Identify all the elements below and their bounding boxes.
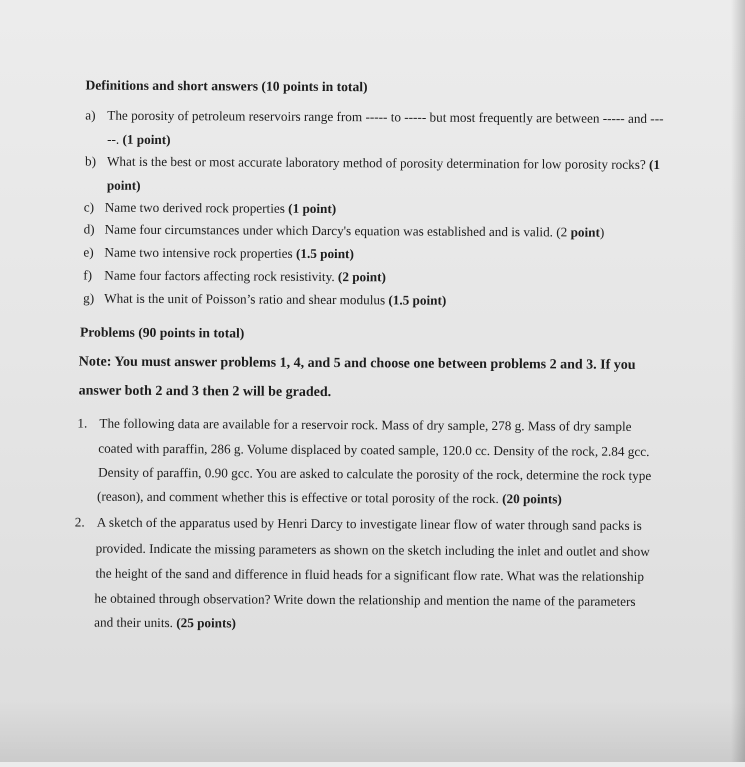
item-marker-a: a) — [85, 107, 96, 123]
item-a-line2-text: --. — [107, 131, 123, 147]
note-line2: answer both 2 and 3 then 2 will be graded. — [78, 383, 332, 401]
item-b-text: What is the best or most accurate laboratory method of porosity determination for low porosity rocks? — [106, 153, 650, 172]
section-title-definitions: Definitions and short answers (10 points in total) — [85, 77, 368, 95]
problem-2-line1: A sketch of the apparatus used by Henri Darcy to investigate linear flow of water through sand packs is — [96, 514, 642, 533]
problem-marker-1: 1. — [77, 415, 88, 431]
problem-1-last-text: (reason), and comment whether this is effective or total porosity of the rock. — [96, 488, 503, 507]
item-marker-b: b) — [84, 153, 97, 169]
item-b-line1 — [107, 154, 660, 173]
item-marker-g: g) — [83, 290, 95, 306]
section-title-problems: Problems (90 points in total) — [79, 324, 245, 341]
item-c-line — [105, 200, 337, 217]
item-a-line2 — [107, 132, 170, 148]
item-d-points: point — [570, 224, 600, 240]
problem-marker-2: 2. — [74, 514, 85, 530]
item-g-points: (1.5 point) — [388, 292, 447, 308]
item-d-line — [105, 222, 605, 241]
item-d-tail: ) — [599, 224, 605, 240]
note-line1: Note: You must answer problems 1, 4, and 5 and choose one between problems 2 and 3. If you — [78, 354, 636, 373]
page-edge-shadow — [731, 0, 745, 762]
item-a-line1: The porosity of petroleum reservoirs range from ----- to ----- but most frequently are between ----- and --- — [107, 107, 664, 127]
item-c-text: Name two derived rock properties — [104, 199, 289, 216]
item-f-points: (2 point) — [337, 269, 387, 285]
item-a-points: (1 point) — [122, 131, 171, 148]
item-marker-c: c) — [83, 199, 95, 215]
item-g-text: What is the unit of Poisson’s ratio and shear modulus — [104, 290, 389, 308]
item-marker-d: d) — [83, 221, 95, 237]
item-e-text: Name two intensive rock properties — [104, 244, 297, 261]
problem-2-last-text: and their units. — [94, 614, 177, 631]
item-marker-f: f) — [83, 267, 93, 283]
problem-1-line2: coated with paraffin, 286 g. Volume displaced by coated sample, 120.0 cc. Density of the rock, 2.84 gcc. — [98, 440, 650, 459]
problem-2-line4: he obtained through observation? Write down the relationship and mention the name of the parameters — [94, 590, 636, 609]
problem-2-line2: provided. Indicate the missing parameters as shown on the sketch including the inlet and outlet and show — [95, 540, 650, 559]
item-b-points-start: (1 — [648, 156, 661, 173]
item-e-line — [104, 245, 354, 263]
problem-2-points: (25 points) — [176, 615, 237, 631]
page-bottom-shade — [0, 702, 745, 762]
item-marker-e: e) — [83, 244, 94, 260]
item-e-points: (1.5 point) — [295, 245, 354, 262]
item-f-line — [104, 268, 386, 286]
item-f-text: Name four factors affecting rock resistivity. — [104, 267, 339, 285]
item-c-points: (1 point) — [288, 200, 337, 217]
item-g-line — [104, 291, 446, 309]
problem-2-line5 — [94, 615, 236, 632]
item-d-text: Name four circumstances under which Darcy's equation was established and is valid. (2 — [104, 221, 571, 240]
problem-1-line3: Density of paraffin, 0.90 gcc. You are asked to calculate the porosity of the rock, determine the rock type — [98, 464, 652, 483]
problem-1-line4 — [97, 489, 562, 508]
problem-1-points: (20 points) — [502, 491, 562, 507]
problem-2-line3: the height of the sand and difference in fluid heads for a significant flow rate. What was the relationship — [95, 565, 644, 584]
item-b-points-end: point) — [106, 177, 141, 193]
problem-1-line1: The following data are available for a reservoir rock. Mass of dry sample, 278 g. Mass of dry sample — [99, 415, 632, 434]
